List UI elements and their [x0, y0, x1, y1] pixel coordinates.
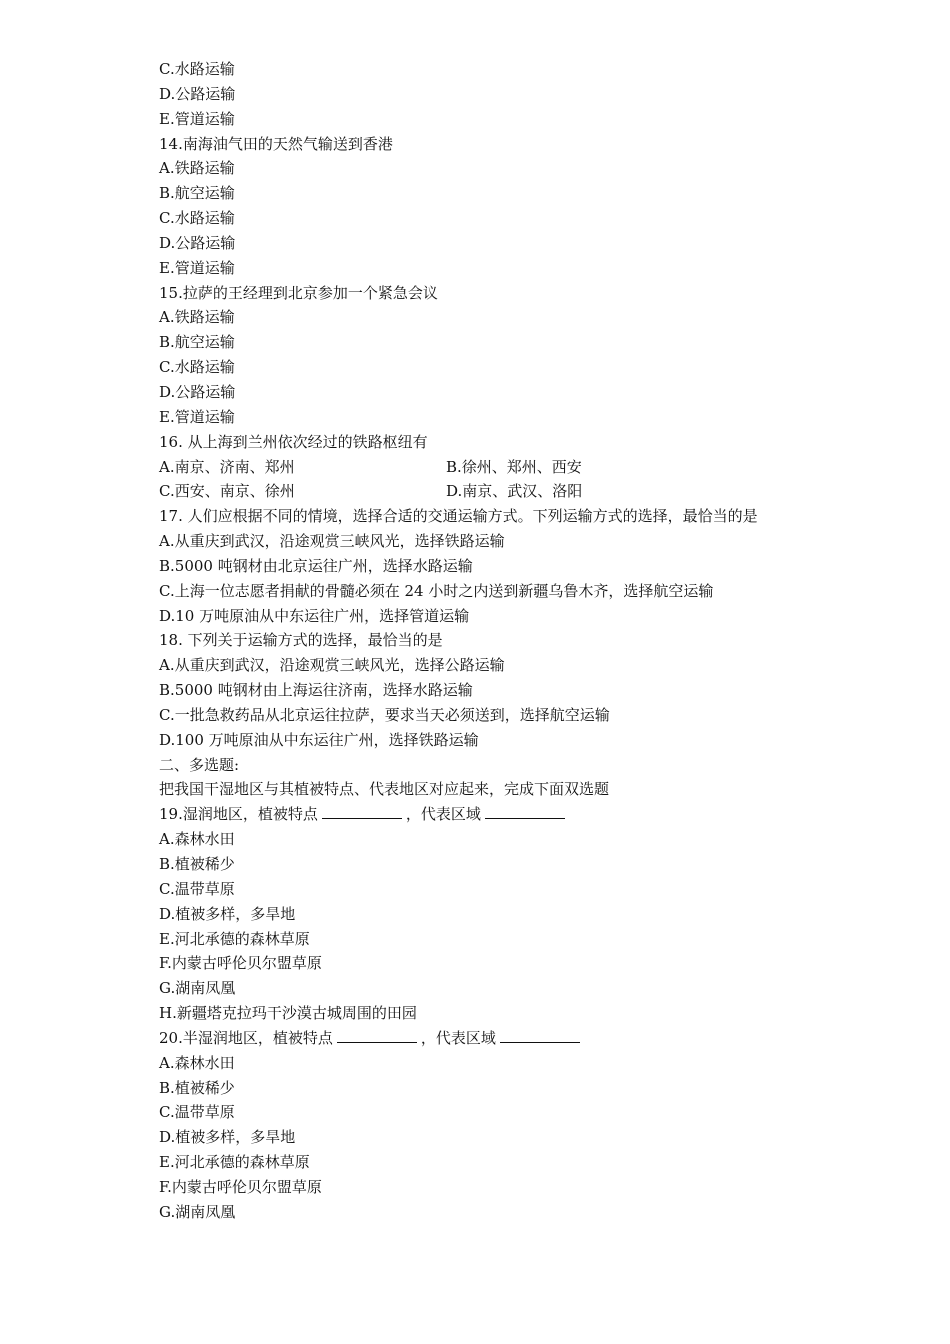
q16-options-row-2: [159, 479, 819, 504]
q18-option-b: B.5000 吨钢材由上海运往济南，选择水路运输: [159, 681, 473, 700]
q14-stem: 14.南海油气田的天然气输送到香港: [159, 134, 393, 153]
q14-option-d: D.公路运输: [159, 233, 236, 252]
q18-option-d: D.100 万吨原油从中东运往广州，选择铁路运输: [159, 730, 479, 749]
q19-stem-part-2: ，代表区域: [405, 805, 481, 824]
q17-option-c: C.上海一位志愿者捐献的骨髓必须在 24 小时之内送到新疆乌鲁木齐，选择航空运输: [159, 581, 714, 600]
q20-blank-1[interactable]: [337, 1028, 417, 1043]
q14-option-a: A.铁路运输: [159, 159, 235, 178]
q17-option-a: A.从重庆到武汉，沿途观赏三峡风光，选择铁路运输: [159, 532, 505, 551]
q20-stem: [159, 1026, 819, 1051]
q15-option-a: A.铁路运输: [159, 308, 235, 327]
q20-blank-2[interactable]: [500, 1028, 580, 1043]
q13-option-c: C.水路运输: [159, 60, 235, 78]
q17-option-d: D.10 万吨原油从中东运往广州，选择管道运输: [159, 606, 470, 625]
q15-option-c: C.水路运输: [159, 358, 235, 377]
q16-option-d: D.南京、武汉、洛阳: [446, 482, 583, 501]
q19-option-b: B.植被稀少: [159, 855, 235, 873]
q20-option-d: D.植被多样，多旱地: [159, 1128, 296, 1147]
q14-option-b: B.航空运输: [159, 184, 235, 203]
q18-option-c: C.一批急救药品从北京运往拉萨，要求当天必须送到，选择航空运输: [159, 705, 610, 724]
q20-option-b: B.植被稀少: [159, 1078, 235, 1097]
q20-stem-part-1: 20.半湿润地区，植被特点: [159, 1028, 333, 1047]
q20-option-a: A.森林水田: [159, 1053, 235, 1072]
section-heading: 二、多选题:: [159, 755, 240, 774]
q20-option-c: C.温带草原: [159, 1103, 235, 1122]
q15-stem: 15.拉萨的王经理到北京参加一个紧急会议: [159, 283, 438, 302]
q16-option-a: A.南京、济南、郑州: [159, 457, 295, 476]
q19-option-c: C.温带草原: [159, 879, 235, 898]
q14-option-c: C.水路运输: [159, 209, 235, 228]
q20-stem-part-2: ，代表区域: [420, 1028, 496, 1047]
q19-blank-1[interactable]: [322, 804, 402, 819]
q17-stem: 17. 人们应根据不同的情境，选择合适的交通运输方式。下列运输方式的选择，最恰当的是: [159, 507, 758, 526]
q19-stem: [159, 802, 819, 827]
q13-option-d: D.公路运输: [159, 84, 236, 103]
section-intro: 把我国干湿地区与其植被特点、代表地区对应起来，完成下面双选题: [159, 780, 610, 799]
q17-option-b: B.5000 吨钢材由北京运往广州，选择水路运输: [159, 556, 473, 575]
q19-option-g: G.湖南凤凰: [159, 979, 236, 998]
q16-stem: 16. 从上海到兰州依次经过的铁路枢纽有: [159, 432, 428, 451]
q19-blank-2[interactable]: [485, 804, 565, 819]
q19-option-e: E.河北承德的森林草原: [159, 929, 310, 948]
q15-option-e: E.管道运输: [159, 407, 235, 426]
q19-option-f: F.内蒙古呼伦贝尔盟草原: [159, 954, 322, 973]
q16-option-c: C.西安、南京、徐州: [159, 482, 295, 501]
q20-option-f: F.内蒙古呼伦贝尔盟草原: [159, 1177, 322, 1196]
q19-option-h: H.新疆塔克拉玛干沙漠古城周围的田园: [159, 1004, 417, 1023]
q20-option-g: G.湖南凤凰: [159, 1202, 236, 1221]
q19-option-a: A.森林水田: [159, 830, 235, 849]
q18-stem: 18. 下列关于运输方式的选择，最恰当的是: [159, 631, 443, 650]
q20-option-e: E.河北承德的森林草原: [159, 1153, 310, 1172]
q16-options-row-1: [159, 455, 819, 480]
q16-option-b: B.徐州、郑州、西安: [446, 457, 582, 476]
q18-option-a: A.从重庆到武汉，沿途观赏三峡风光，选择公路运输: [159, 656, 505, 675]
q19-stem-part-1: 19.湿润地区，植被特点: [159, 805, 318, 824]
q13-option-e: E.管道运输: [159, 109, 235, 128]
q15-option-d: D.公路运输: [159, 382, 236, 401]
q15-option-b: B.航空运输: [159, 333, 235, 352]
q19-option-d: D.植被多样，多旱地: [159, 904, 296, 923]
document-page: [159, 57, 819, 1225]
q14-option-e: E.管道运输: [159, 258, 235, 277]
